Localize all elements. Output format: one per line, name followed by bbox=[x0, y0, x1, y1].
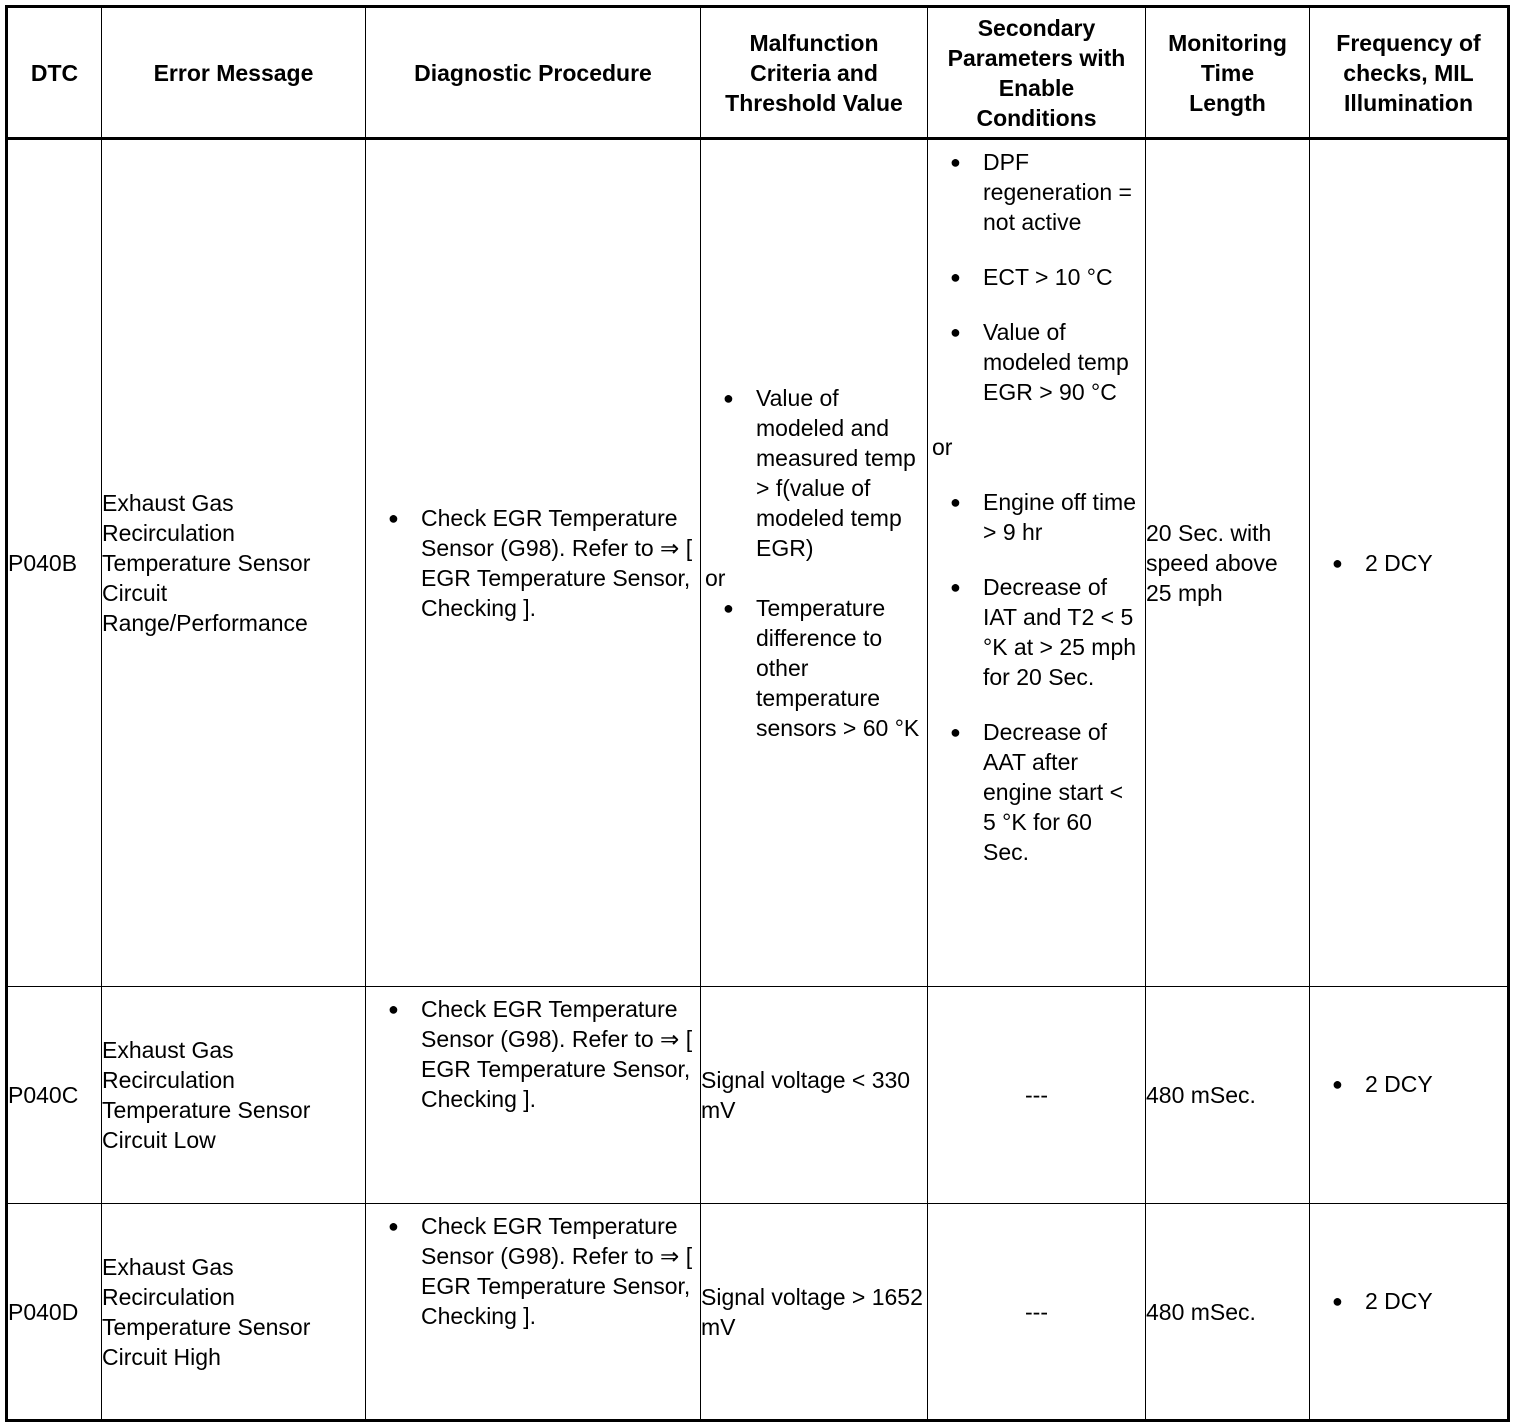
dtc-code: P040C bbox=[7, 987, 102, 1204]
dtc-table bbox=[5, 5, 1510, 1422]
frequency-item: ● 2 DCY bbox=[1310, 548, 1507, 578]
frequency bbox=[1310, 1204, 1509, 1421]
malfunction-criteria: Signal voltage < 330 mV bbox=[701, 987, 928, 1204]
dtc-code: P040D bbox=[7, 1204, 102, 1421]
frequency-item: ● 2 DCY bbox=[1310, 1286, 1507, 1316]
dtc-code: P040B bbox=[7, 139, 102, 987]
table-row bbox=[7, 987, 1509, 1204]
malfunction-item: ● Value of modeled and measured temp > f(value of modeled temp EGR) bbox=[701, 383, 927, 563]
error-message: Exhaust Gas Recirculation Temperature Sensor Circuit Low bbox=[102, 987, 366, 1204]
frequency bbox=[1310, 139, 1509, 987]
header-dtc: DTC bbox=[7, 7, 102, 139]
header-row bbox=[7, 7, 1509, 139]
secondary-item: ● Decrease of IAT and T2 < 5 °K at > 25 mph for 20 Sec. bbox=[928, 572, 1141, 692]
secondary-parameters bbox=[928, 139, 1146, 987]
malfunction-criteria: Signal voltage > 1652 mV bbox=[701, 1204, 928, 1421]
procedure-item: ● Check EGR Temperature Sensor (G98). Refer to ⇒ [ EGR Temperature Sensor, Checking ]. bbox=[366, 1211, 700, 1331]
procedure-item: ● Check EGR Temperature Sensor (G98). Refer to ⇒ [ EGR Temperature Sensor, Checking ]. bbox=[366, 994, 700, 1114]
monitoring-time: 20 Sec. with speed above 25 mph bbox=[1146, 139, 1310, 987]
secondary-item: ● Decrease of AAT after engine start < 5 °K for 60 Sec. bbox=[928, 717, 1141, 867]
header-diagnostic-procedure: Diagnostic Procedure bbox=[366, 7, 701, 139]
table-row bbox=[7, 1204, 1509, 1421]
header-error-message: Error Message bbox=[102, 7, 366, 139]
monitoring-time: 480 mSec. bbox=[1146, 1204, 1310, 1421]
or-separator: or bbox=[932, 434, 953, 460]
secondary-item: ● Engine off time > 9 hr bbox=[928, 487, 1141, 547]
secondary-parameters: --- bbox=[928, 1204, 1146, 1421]
table-row bbox=[7, 139, 1509, 987]
diagnostic-procedure bbox=[366, 139, 701, 987]
monitoring-time: 480 mSec. bbox=[1146, 987, 1310, 1204]
header-secondary-parameters: Secondary Parameters with Enable Conditions bbox=[928, 7, 1146, 139]
or-separator: or bbox=[705, 565, 726, 591]
frequency-item: ● 2 DCY bbox=[1310, 1069, 1507, 1099]
malfunction-item: ● Temperature difference to other temperature sensors > 60 °K bbox=[701, 593, 927, 743]
secondary-item: ● DPF regeneration = not active bbox=[928, 147, 1141, 237]
diagnostic-procedure bbox=[366, 1204, 701, 1421]
secondary-item: ● ECT > 10 °C bbox=[928, 262, 1141, 292]
secondary-parameters: --- bbox=[928, 987, 1146, 1204]
error-message: Exhaust Gas Recirculation Temperature Sensor Circuit High bbox=[102, 1204, 366, 1421]
malfunction-criteria bbox=[701, 139, 928, 987]
procedure-item: ● Check EGR Temperature Sensor (G98). Refer to ⇒ [ EGR Temperature Sensor, Checking ]. bbox=[366, 503, 700, 623]
header-malfunction-criteria: Malfunction Criteria and Threshold Value bbox=[701, 7, 928, 139]
diagnostic-procedure bbox=[366, 987, 701, 1204]
header-monitoring-time: Monitoring Time Length bbox=[1146, 7, 1310, 139]
error-message: Exhaust Gas Recirculation Temperature Sensor Circuit Range/Performance bbox=[102, 139, 366, 987]
frequency bbox=[1310, 987, 1509, 1204]
header-frequency: Frequency of checks, MIL Illumination bbox=[1310, 7, 1509, 139]
secondary-item: ● Value of modeled temp EGR > 90 °C bbox=[928, 317, 1141, 407]
